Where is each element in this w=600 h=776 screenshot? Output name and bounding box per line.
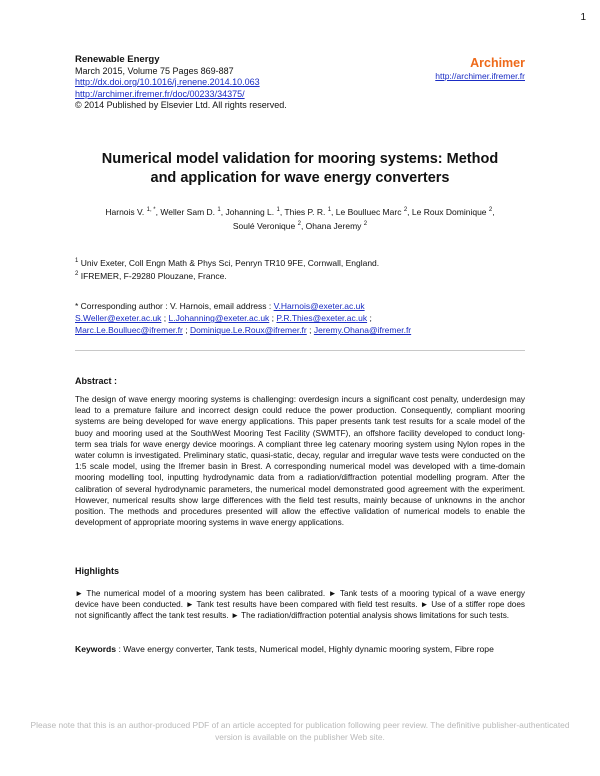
archimer-url-link[interactable]: http://archimer.ifremer.fr (435, 71, 525, 81)
affiliation-text: IFREMER, F-29280 Plouzane, France. (78, 270, 227, 281)
paper-title (60, 150, 540, 188)
highlights-heading: Highlights (75, 566, 119, 576)
author: , Ohana Jeremy (300, 220, 364, 231)
separator: ; (367, 313, 372, 323)
separator: ; (161, 313, 169, 323)
keywords (75, 643, 525, 655)
affiliation-sup: 2 (75, 270, 79, 277)
author-sup: 2 (488, 207, 493, 213)
title-line-2: and application for wave energy converters (150, 170, 450, 186)
divider (75, 350, 525, 351)
author-sup: 2 (297, 220, 301, 227)
separator: ; (306, 325, 314, 335)
affiliation-1 (75, 256, 379, 269)
separator: ; (269, 313, 277, 323)
journal-issue: March 2015, Volume 75 Pages 869-887 (75, 65, 234, 76)
journal-info (75, 54, 287, 112)
email-link[interactable]: L.Johanning@exeter.ac.uk (168, 313, 270, 323)
page-number: 1 (580, 12, 586, 23)
affiliations (75, 256, 379, 282)
abstract-text: The design of wave energy mooring systems is challenging: overdesign incurs a significant cost penalty, underdesign may lead to a premature failure and incorrect design could reduce the power production. Consequently, compliant mooring systems are being developed for wave energy applications. This paper presents tank test results for a scale model of the buoy and mooring used at the SouthWest Mooring Test Facility (SWMTF), an offshore facility developed to conduct long-term sea trials for wave energy device moorings. A compliant three leg catenary mooring system using Nylon ropes in the water column is investigated. Preliminary static, quasi-static, decay, regular and irregular wave tests were conducted on the 1:5 scale model, using the Ifremer basin in Brest. A corresponding numerical model was developed with a time-domain mooring modelling tool, inputting hydrodynamic data from a radiation/diffraction potential modelling program. After the calibration of several hydrodynamic parameters, the numerical model demonstrated good agreement with the experiment. However, numerical results show large differences with the field test results, mainly because of unknowns in the anchor position. The methods and procedures presented will allow the effective validation of numerical models to enable the development of appropriate mooring systems in wave energy applications. (75, 395, 525, 528)
email-link[interactable]: Marc.Le.Boulluec@ifremer.fr (75, 325, 183, 335)
author-list (65, 204, 535, 232)
author-sep: , (492, 206, 495, 217)
title-line-1: Numerical model validation for mooring systems: Method (101, 151, 499, 167)
corresponding-label: * Corresponding author : V. Harnois, email address : (75, 301, 274, 311)
author: , Le Roux Dominique (407, 206, 489, 217)
author-sup: 1, * (146, 207, 156, 213)
affiliation-2 (75, 269, 379, 282)
archimer-doc-link[interactable]: http://archimer.ifremer.fr/doc/00233/34375/ (75, 88, 245, 99)
author-sup: 1 (217, 207, 221, 213)
highlights-text: ► The numerical model of a mooring system has been calibrated. ► Tank tests of a mooring typical of a wave energy device have been conducted. ► Tank test results have been compared with field test results. ► Use of a stiffer rope does not significantly affect the tank test results. ► The radiation/diffraction potential analysis shows limitations for such tests. (75, 589, 525, 621)
abstract-heading: Abstract : (75, 376, 118, 386)
footer-note: Please note that this is an author-produced PDF of an article accepted for publication following peer review. The definitive publisher-authenticated version is available on the publisher Web site. (30, 720, 570, 742)
affiliation-text: Univ Exeter, Coll Engn Math & Phys Sci, Penryn TR10 9FE, Cornwall, England. (78, 257, 380, 268)
author-sup: 1 (276, 207, 280, 213)
affiliation-sup: 1 (75, 258, 79, 264)
author: , Le Boulluec Marc (331, 206, 404, 217)
corresponding-author (75, 300, 535, 336)
journal-name: Renewable Energy (75, 54, 160, 65)
doi-link[interactable]: http://dx.doi.org/10.1016/j.renene.2014.10.063 (75, 77, 260, 87)
author: Soulé Veronique (232, 220, 298, 231)
author: , Johanning L. (220, 206, 277, 217)
email-link[interactable]: Dominique.Le.Roux@ifremer.fr (189, 325, 307, 335)
keywords-text: : Wave energy converter, Tank tests, Numerical model, Highly dynamic mooring system, Fibre rope (116, 644, 494, 654)
keywords-label: Keywords (75, 644, 117, 654)
author: , Thies P. R. (279, 206, 328, 217)
archimer-brand: Archimer (470, 56, 525, 70)
author-sup: 2 (403, 207, 408, 213)
archimer-logo (435, 56, 525, 81)
email-link[interactable]: V.Harnois@exeter.ac.uk (273, 301, 365, 311)
author-sup: 2 (363, 220, 368, 227)
author: Harnois V. (105, 206, 147, 217)
email-link[interactable]: P.R.Thies@exeter.ac.uk (276, 313, 368, 323)
author-sup: 1 (327, 207, 332, 213)
separator: ; (182, 325, 190, 335)
email-link[interactable]: S.Weller@exeter.ac.uk (75, 313, 162, 323)
email-link[interactable]: Jeremy.Ohana@ifremer.fr (313, 325, 412, 335)
author: , Weller Sam D. (155, 206, 218, 217)
copyright: © 2014 Published by Elsevier Ltd. All rights reserved. (75, 100, 287, 110)
